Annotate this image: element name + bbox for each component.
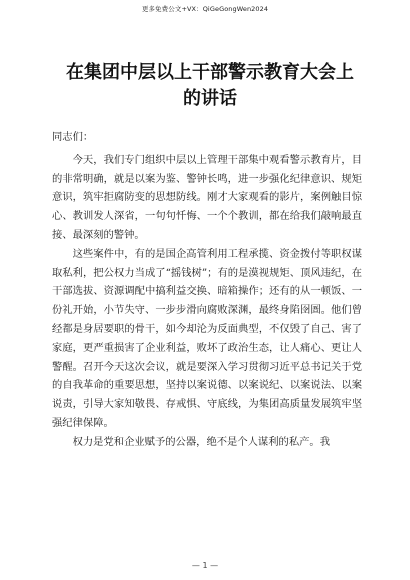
paragraph: 今天，我们专门组织中层以上管理干部集中观看警示教育片，目的非常明确，就是以案为鉴、警钟长鸣，进一步强化纪律意识、规矩意识，筑牢拒腐防变的思想防线。刚才大家观看的影片，案例触目惊心、教训发人深省，一句句忏悔、一个个教训，都在给我们敲响最直接、最深刻的警钟。 (52, 153, 362, 241)
document-body (52, 128, 362, 452)
page-title: 在集团中层以上干部警示教育大会上的讲话 (66, 62, 354, 109)
page-number: — 1 — (191, 561, 219, 570)
header-note: 更多免费公文+VX：QiGeGongWen2024 (141, 5, 269, 13)
paragraph: 权力是党和企业赋予的公器，绝不是个人谋利的私产。我 (72, 435, 331, 448)
salutation: 同志们： (52, 131, 94, 143)
paragraph: 这些案件中，有的是国企高管利用工程承揽、资金拨付等职权谋取私利，把公权力当成了“摇钱树”；有的是漠视规矩、顶风违纪，在干部选拔、资源调配中搞利益交换、暗箱操作；还有的从一顿饭、一份礼开始，小节失守、一步步滑向腐败深渊，最终身陷囹圄。他们曾经都是身居要职的骨干，如今却沦为反面典型，不仅毁了自己、害了家庭，更严重损害了企业利益，败坏了政治生态，让人痛心、更让人警醒。召开今天这次会议，就是要深入学习贯彻习近平总书记关于党的自我革命的重要思想，坚持以案说德、以案说纪、以案说法、以案说责，引导大家知敬畏、存戒惧、守底线，为集团高质量发展筑牢坚强纪律保障。 (52, 247, 362, 429)
